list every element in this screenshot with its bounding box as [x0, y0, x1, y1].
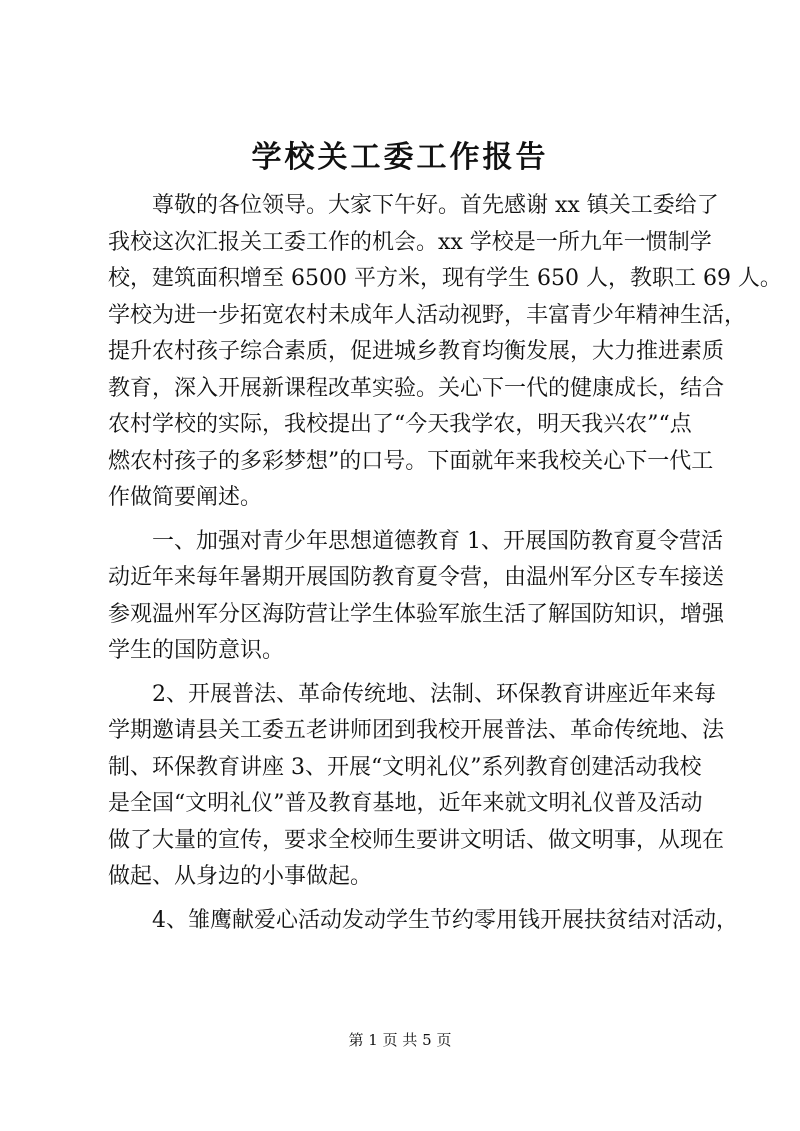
- text-line: 提升农村孩子综合素质，促进城乡教育均衡发展，大力推进素质: [108, 339, 725, 364]
- text-line: 学期邀请县关工委五老讲师团到我校开展普法、革命传统地、法: [108, 718, 725, 743]
- paragraph-2: [108, 524, 725, 670]
- document-title: 学校关工委工作报告: [251, 140, 549, 175]
- text-line: 尊敬的各位领导。大家下午好。首先感谢 xx 镇关工委给了: [152, 193, 719, 218]
- text-line: 是全国“文明礼仪”普及教育基地，近年来就文明礼仪普及活动: [108, 791, 703, 816]
- text-line: 校，建筑面积增至 6500 平方米，现有学生 650 人，教职工 69 人。: [108, 266, 782, 291]
- text-line: 参观温州军分区海防营让学生体验军旅生活了解国防知识，增强: [108, 601, 725, 627]
- paragraph-4: [108, 903, 738, 940]
- text-line: 制、环保教育讲座 3、开展“文明礼仪”系列教育创建活动我校: [108, 754, 702, 780]
- text-line: 4、雏鹰献爱心活动发动学生节约零用钱开展扶贫结对活动，: [152, 907, 738, 933]
- text-line: 学生的国防意识。: [108, 638, 285, 663]
- text-line: 作做简要阐述。: [108, 485, 263, 510]
- text-line: 一、加强对青少年思想道德教育 1、开展国防教育夏令营活: [152, 528, 723, 554]
- text-line: 做了大量的宣传，要求全校师生要讲文明话、做文明事，从现在: [108, 827, 725, 853]
- text-line: 做起、从身边的小事做起。: [108, 864, 373, 889]
- text-line: 2、开展普法、革命传统地、法制、环保教育讲座近年来每: [152, 681, 716, 707]
- text-line: 学校为进一步拓宽农村未成年人活动视野，丰富青少年精神生活，: [108, 302, 747, 328]
- page-number: 第 1 页 共 5 页: [348, 1031, 452, 1049]
- text-line: 教育，深入开展新课程改革实验。关心下一代的健康成长，结合: [108, 375, 725, 401]
- text-line: 动近年来每年暑期开展国防教育夏令营，由温州军分区专车接送: [108, 565, 725, 590]
- text-line: 燃农村孩子的多彩梦想”的口号。下面就年来我校关心下一代工: [108, 448, 714, 474]
- text-line: 我校这次汇报关工委工作的机会。xx 学校是一所九年一惯制学: [108, 229, 712, 255]
- paragraph-1: [108, 188, 782, 517]
- document-body: [108, 188, 782, 946]
- paragraph-3: [108, 677, 725, 896]
- text-line: 农村学校的实际，我校提出了“今天我学农，明天我兴农”“点: [108, 412, 692, 437]
